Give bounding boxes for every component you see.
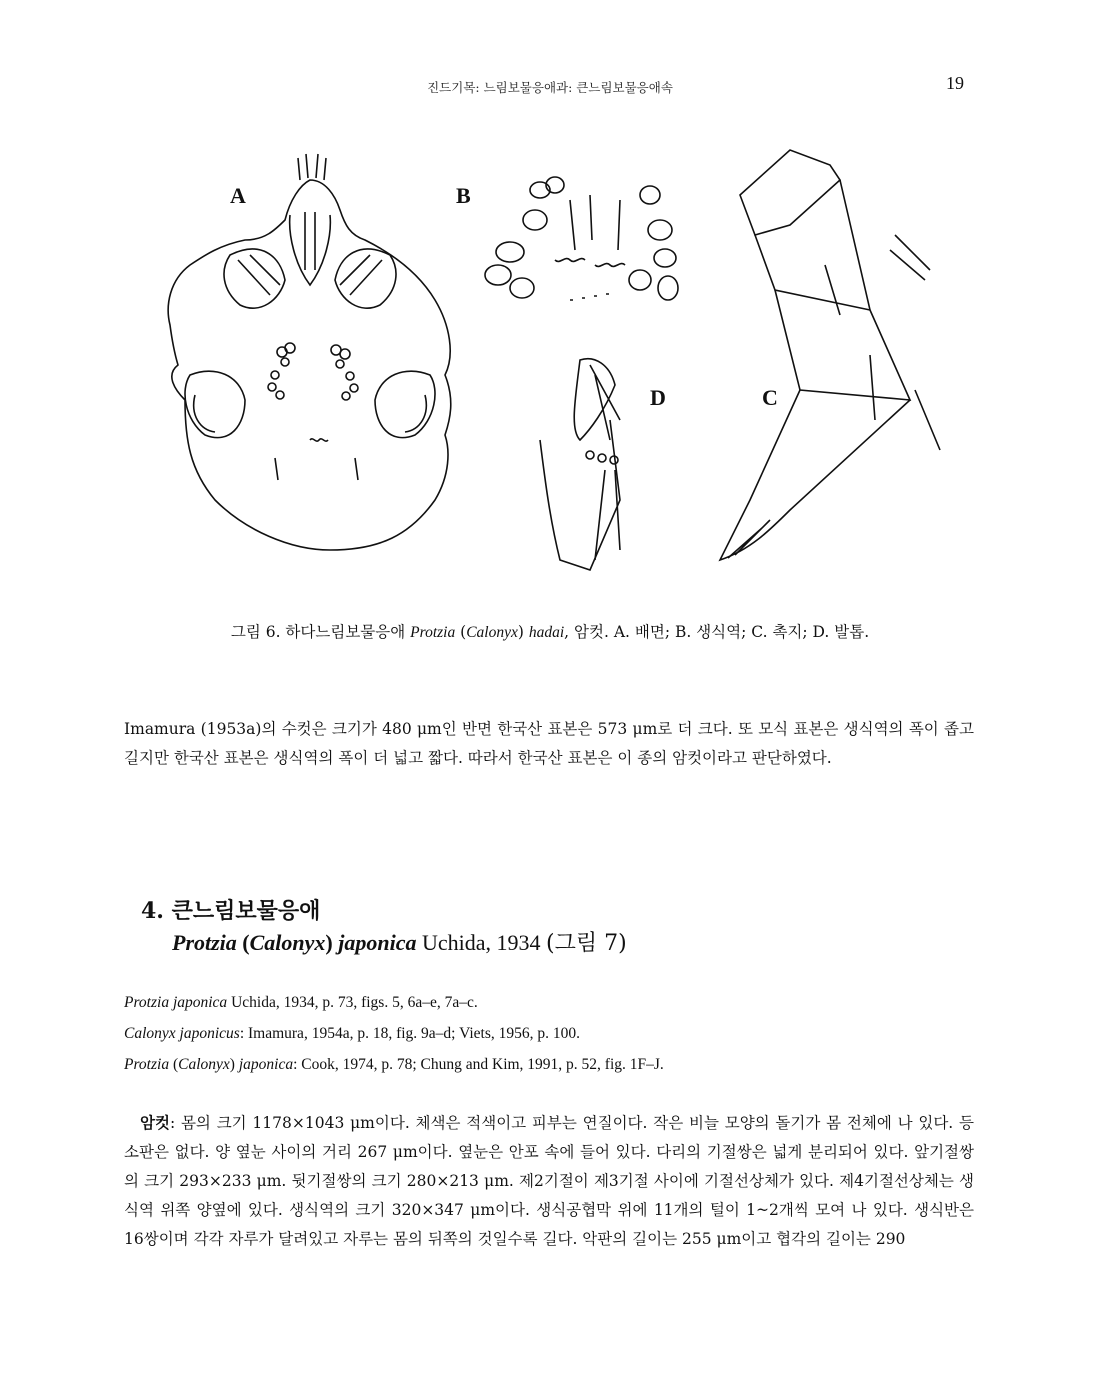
synonym-name: Protzia japonica [124, 994, 228, 1011]
synonym-epithet: japonica [238, 1056, 294, 1073]
remark-text: Imamura (1953a)의 수컷은 크기가 480 μm인 반면 한국산 표본은 573 μm로 더 크다. 또 모식 표본은 생식역의 폭이 좁고 길지만 한국산 표본은 생식역의 폭이 더 넓고 짧다. 따라서 한국산 표본은 이 종의 암컷이라고 판단하였다. [124, 720, 974, 767]
running-head: 진드기목: 느림보물응애과: 큰느림보물응애속 [427, 80, 673, 95]
panel-b-genital-field [485, 177, 678, 300]
caption-subgenus: Calonyx [466, 624, 518, 641]
description-paragraph [124, 1108, 974, 1254]
panel-label-a: A [230, 183, 246, 208]
description-text: : 몸의 크기 1178×1043 μm이다. 체색은 적색이고 피부는 연질이다. 작은 비늘 모양의 돌기가 몸 전체에 나 있다. 등소판은 없다. 양 옆눈 사이의 거리 267 μm이다. 옆눈은 안포 속에 들어 있다. 다리의 기절쌍은 넓게 분리되어 있다. 앞기절쌍의 크기 293×233 μm. 뒷기절쌍의 크기 280×213 μm. 제2기절이 제3기절 사이에 기절선상체가 있다. 제4기절선상체는 생식역 위쪽 양옆에 있다. 생식역의 크기 320×347 μm이다. 생식공협막 위에 11개의 털이 1~2개씩 모여 나 있다. 생식반은 16쌍이며 각각 자루가 달려있고 자루는 몸의 뒤쪽의 것일수록 길다. 악판의 길이는 255 μm이고 협각의 길이는 290 [124, 1114, 974, 1248]
species-heading [141, 895, 961, 960]
caption-genus: Protzia [410, 624, 456, 641]
synonym-citation: : Cook, 1974, p. 78; Chung and Kim, 1991, p. 52, fig. 1F–J. [293, 1056, 664, 1073]
panel-label-b: B [456, 183, 471, 208]
synonym-line: Protzia (Calonyx) japonica: Cook, 1974, p. 78; Chung and Kim, 1991, p. 52, fig. 1F–J. [124, 1056, 664, 1073]
panel-label-c: C [762, 385, 778, 410]
synonym-citation: Uchida, 1934, p. 73, figs. 5, 6a–e, 7a–c. [227, 994, 478, 1011]
synonym-name: Calonyx japonicus [124, 1025, 240, 1042]
species-epithet: japonica [338, 930, 417, 955]
species-author: Uchida, 1934 [416, 930, 547, 955]
synonymy-list [124, 987, 974, 1080]
caption-suffix: , 암컷. A. 배면; B. 생식역; C. 촉지; D. 발톱. [564, 623, 870, 641]
synonym-citation: : Imamura, 1954a, p. 18, fig. 9a–d; Viets, 1956, p. 100. [239, 1025, 580, 1042]
figure-caption: 그림 6. 하다느림보물응애 Protzia (Calonyx) hadai, 암컷. A. 배면; B. 생식역; C. 촉지; D. 발톱. [230, 623, 870, 641]
species-genus: Protzia [172, 930, 237, 955]
species-figref: (그림 7) [546, 931, 627, 956]
synonym-subgenus: Calonyx [178, 1056, 230, 1073]
figure-6-drawing [150, 140, 970, 590]
synonym-line [124, 1018, 974, 1049]
panel-label-d: D [650, 385, 666, 410]
description-lead: 암컷 [140, 1113, 170, 1132]
species-scientific-name: Protzia (Calonyx) japonica Uchida, 1934 (그림 7) [172, 930, 627, 956]
panel-c-palp [720, 150, 940, 560]
species-subgenus: Calonyx [249, 930, 326, 955]
remark-paragraph [124, 715, 974, 773]
species-number-name: 4. 큰느림보물응애 [141, 898, 321, 924]
page-number: 19 [946, 73, 964, 93]
caption-prefix: 그림 6. 하다느림보물응애 [230, 623, 411, 641]
synonym-line [124, 987, 974, 1018]
panel-a-ventral-view [168, 154, 451, 550]
synonym-name: Protzia [124, 1056, 170, 1073]
figure-6 [150, 140, 970, 590]
caption-species: hadai [528, 624, 565, 641]
panel-d-claw [540, 359, 620, 570]
